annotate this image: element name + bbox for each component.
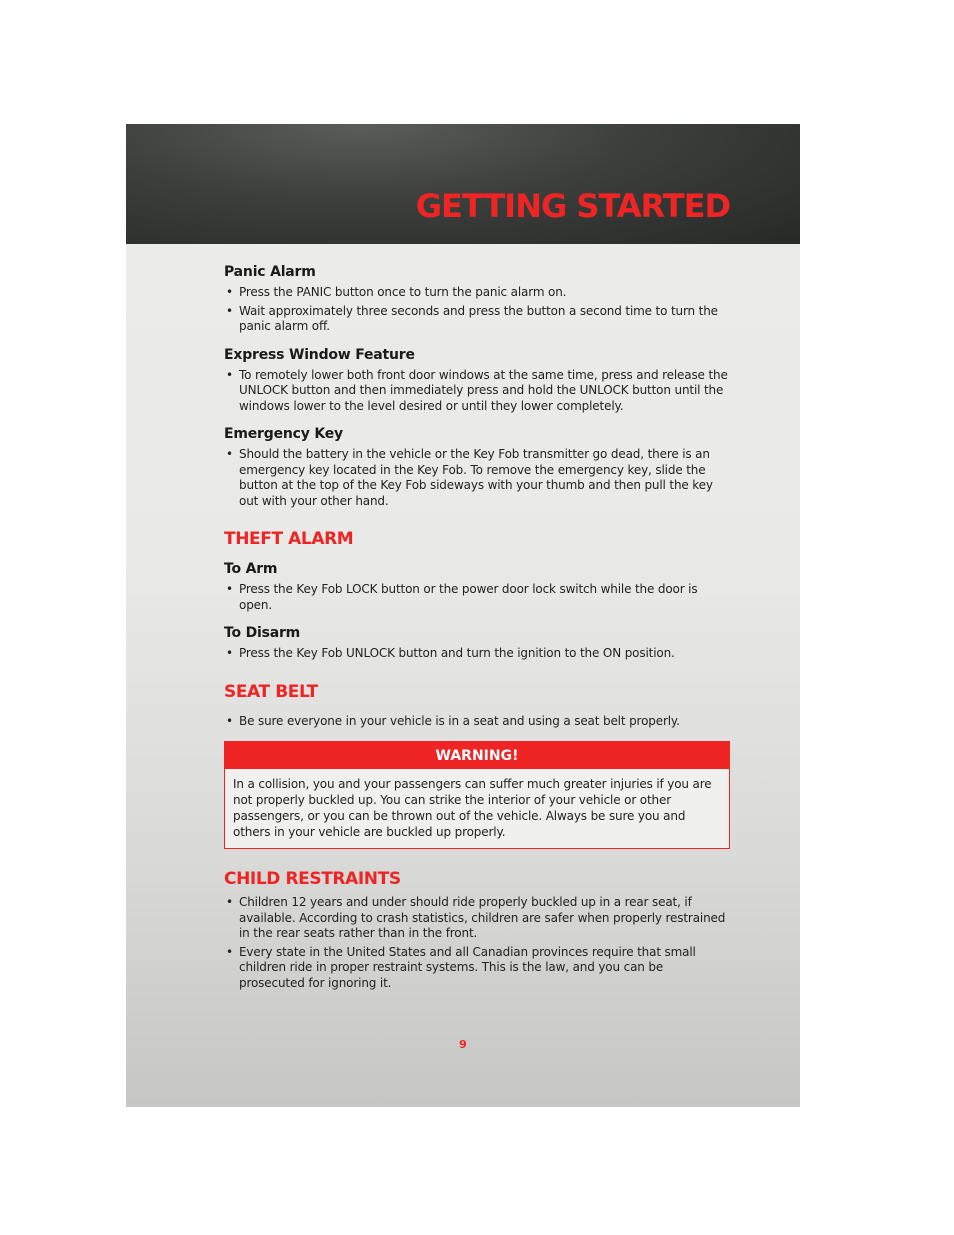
list-item: • Press the Key Fob UNLOCK button and turn the ignition to the ON position. — [224, 646, 730, 662]
seat-belt-list — [224, 714, 730, 730]
header-banner — [126, 124, 800, 244]
emergency-key-list — [224, 447, 730, 509]
to-disarm-heading: To Disarm — [224, 625, 301, 641]
list-item: • To remotely lower both front door windows at the same time, press and release the UNLOCK button and then immediately press and hold the UNLOCK button until the windows lower to the level desired or until they lower completely. — [224, 368, 730, 415]
list-item: • Children 12 years and under should ride properly buckled up in a rear seat, if available. According to crash statistics, children are safer when properly restrained in the rear seats rather than in the front. — [224, 895, 730, 942]
warning-box — [224, 741, 730, 849]
panic-alarm-heading: Panic Alarm — [224, 264, 316, 280]
express-window-heading: Express Window Feature — [224, 346, 415, 363]
child-restraints-list — [224, 895, 730, 991]
list-item: • Every state in the United States and all Canadian provinces require that small children ride in proper restraint systems. This is the law, and you can be prosecuted for ignoring it. — [224, 945, 730, 992]
to-arm-list — [224, 582, 730, 613]
page-number: 9 — [459, 1038, 467, 1051]
child-restraints-title: CHILD RESTRAINTS — [224, 869, 401, 889]
manual-page — [126, 124, 800, 1107]
theft-alarm-title: THEFT ALARM — [224, 529, 354, 549]
warning-label: WARNING! — [225, 742, 729, 769]
warning-text: In a collision, you and your passengers can suffer much greater injuries if you are not properly buckled up. You can strike the interior of your vehicle or other passengers, or you can be thrown out of the vehicle. Always be sure you and others in your vehicle are buckled up properly. — [233, 777, 712, 839]
list-item: • Press the Key Fob LOCK button or the power door lock switch while the door is open. — [224, 582, 730, 613]
to-arm-heading: To Arm — [224, 561, 278, 577]
seat-belt-title: SEAT BELT — [224, 681, 318, 702]
list-item: • Be sure everyone in your vehicle is in a seat and using a seat belt properly. — [224, 714, 730, 730]
panic-alarm-list — [224, 285, 730, 335]
page-title: GETTING STARTED — [415, 187, 730, 225]
list-item: • Wait approximately three seconds and press the button a second time to turn the panic alarm off. — [224, 304, 730, 335]
list-item: • Should the battery in the vehicle or the Key Fob transmitter go dead, there is an emergency key located in the Key Fob. To remove the emergency key, slide the button at the top of the Key Fob sideways with your thumb and then pull the key out with your other hand. — [224, 447, 730, 509]
emergency-key-heading: Emergency Key — [224, 426, 343, 442]
express-window-list — [224, 368, 730, 415]
page-content — [224, 264, 730, 1003]
to-disarm-list — [224, 646, 730, 662]
list-item: • Press the PANIC button once to turn the panic alarm on. — [224, 285, 730, 301]
